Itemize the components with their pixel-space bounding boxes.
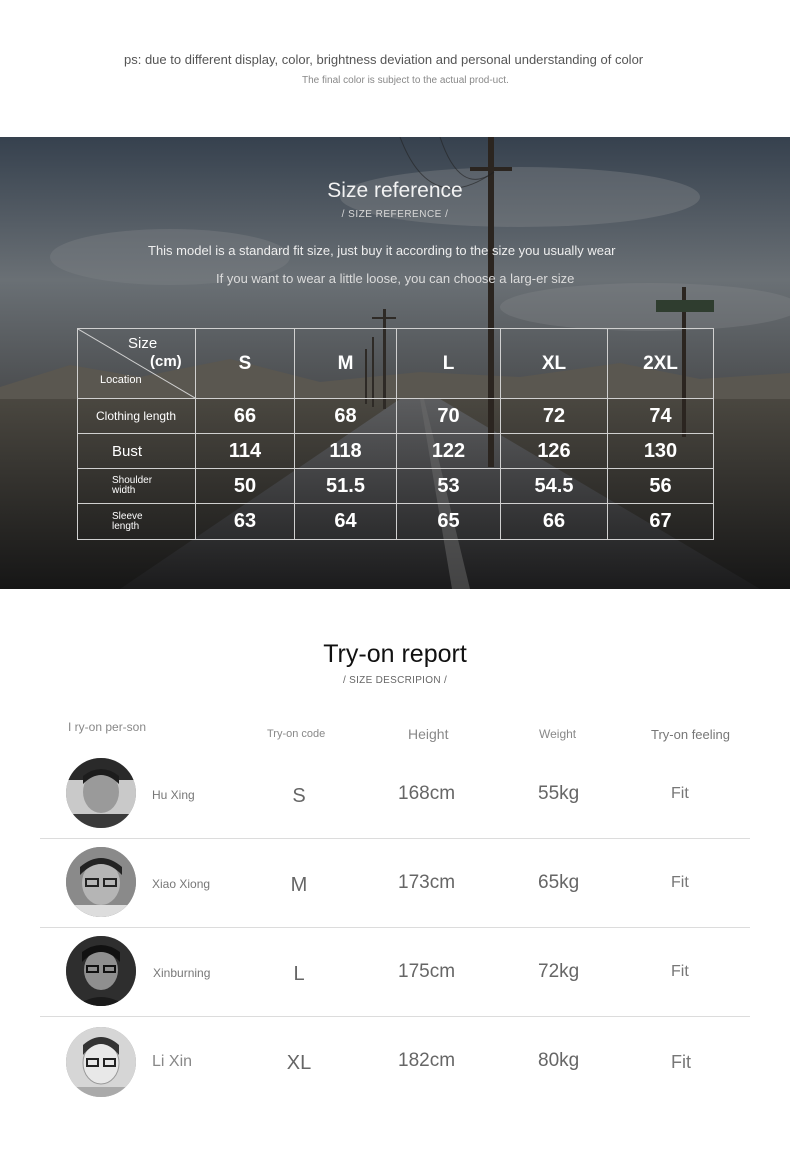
avatar: [66, 758, 136, 828]
size-location-corner-cell: [78, 329, 196, 399]
table-cell: 67: [608, 504, 714, 540]
corner-unit-label: (cm): [150, 353, 182, 370]
try-on-row: [40, 1017, 750, 1106]
shoulder-width-row: [78, 469, 714, 504]
table-cell: 114: [196, 434, 295, 469]
table-cell: 56: [608, 469, 714, 504]
table-cell: 118: [295, 434, 397, 469]
row-label-shoulder-width: Shoulder width: [78, 469, 196, 504]
table-cell: 66: [501, 504, 608, 540]
try-on-row: [40, 750, 750, 839]
disclaimer-note: The final color is subject to the actual prod-uct.: [302, 75, 509, 86]
table-cell: 70: [397, 399, 501, 434]
clothing-length-row: [78, 399, 714, 434]
person-name: Xiao Xiong: [152, 877, 211, 891]
row-label-clothing-length: Clothing length: [78, 399, 196, 434]
try-on-size: L: [293, 963, 305, 985]
person-height: 173cm: [398, 872, 456, 893]
size-reference-section: [0, 137, 790, 589]
try-on-size: M: [290, 874, 308, 896]
table-cell: 63: [196, 504, 295, 540]
try-on-size: XL: [286, 1052, 312, 1074]
size-header-2xl: 2XL: [608, 329, 714, 399]
table-cell: 65: [397, 504, 501, 540]
bust-row: [78, 434, 714, 469]
avatar: [66, 1027, 136, 1097]
color-disclaimer: [0, 0, 790, 137]
try-on-title: Try-on report: [323, 640, 467, 668]
person-weight: 80kg: [538, 1050, 580, 1071]
disclaimer-text: ps: due to different display, color, brightness deviation and personal understanding of color: [124, 52, 644, 67]
try-on-subtitle: / SIZE DESCRIPION /: [342, 675, 448, 686]
table-cell: 126: [501, 434, 608, 469]
try-on-row: [40, 928, 750, 1017]
person-name: Xinburning: [153, 966, 211, 980]
table-cell: 122: [397, 434, 501, 469]
corner-location-label: Location: [100, 374, 142, 386]
person-weight: 65kg: [538, 872, 580, 893]
size-header-row: [78, 329, 714, 399]
table-cell: 72: [501, 399, 608, 434]
header-try-on-feeling: Try-on feeling: [651, 727, 730, 742]
try-on-report-section: [0, 589, 790, 1176]
table-cell: 64: [295, 504, 397, 540]
person-height: 175cm: [398, 961, 456, 982]
size-reference-title: Size reference: [327, 179, 463, 202]
size-header-s: S: [196, 329, 295, 399]
size-header-l: L: [397, 329, 501, 399]
header-weight: Weight: [539, 727, 577, 741]
loose-fit-advice-text: If you want to wear a little loose, you can choose a larg-er size: [216, 271, 575, 286]
try-on-size: S: [292, 785, 306, 807]
try-on-feeling: Fit: [671, 874, 689, 891]
corner-size-label: Size: [128, 335, 158, 352]
avatar: [66, 847, 136, 917]
header-height: Height: [408, 726, 449, 742]
table-cell: 74: [608, 399, 714, 434]
person-name: Hu Xing: [152, 788, 195, 802]
table-cell: 130: [608, 434, 714, 469]
size-reference-subtitle: / SIZE REFERENCE /: [341, 209, 449, 220]
table-cell: 68: [295, 399, 397, 434]
try-on-feeling: Fit: [671, 785, 689, 802]
table-cell: 50: [196, 469, 295, 504]
try-on-feeling: Fit: [671, 1052, 691, 1072]
row-label-sleeve-length: Sleeve length: [78, 504, 196, 540]
fit-advice-text: This model is a standard fit size, just buy it according to the size you usually wear: [148, 243, 616, 258]
table-cell: 54.5: [501, 469, 608, 504]
table-cell: 51.5: [295, 469, 397, 504]
header-try-on-code: Try-on code: [267, 728, 326, 740]
avatar: [66, 936, 136, 1006]
try-on-row: [40, 839, 750, 928]
size-chart-table: [77, 328, 714, 540]
person-name: Li Xin: [152, 1053, 193, 1070]
person-height: 182cm: [398, 1050, 456, 1071]
header-try-on-person: I ry-on per-son: [68, 720, 147, 734]
table-cell: 66: [196, 399, 295, 434]
sleeve-length-row: [78, 504, 714, 540]
size-header-xl: XL: [501, 329, 608, 399]
person-weight: 72kg: [538, 961, 580, 982]
table-cell: 53: [397, 469, 501, 504]
person-height: 168cm: [398, 783, 456, 804]
row-label-bust: Bust: [78, 434, 196, 469]
size-header-m: M: [295, 329, 397, 399]
person-weight: 55kg: [538, 783, 580, 804]
try-on-feeling: Fit: [671, 963, 689, 980]
